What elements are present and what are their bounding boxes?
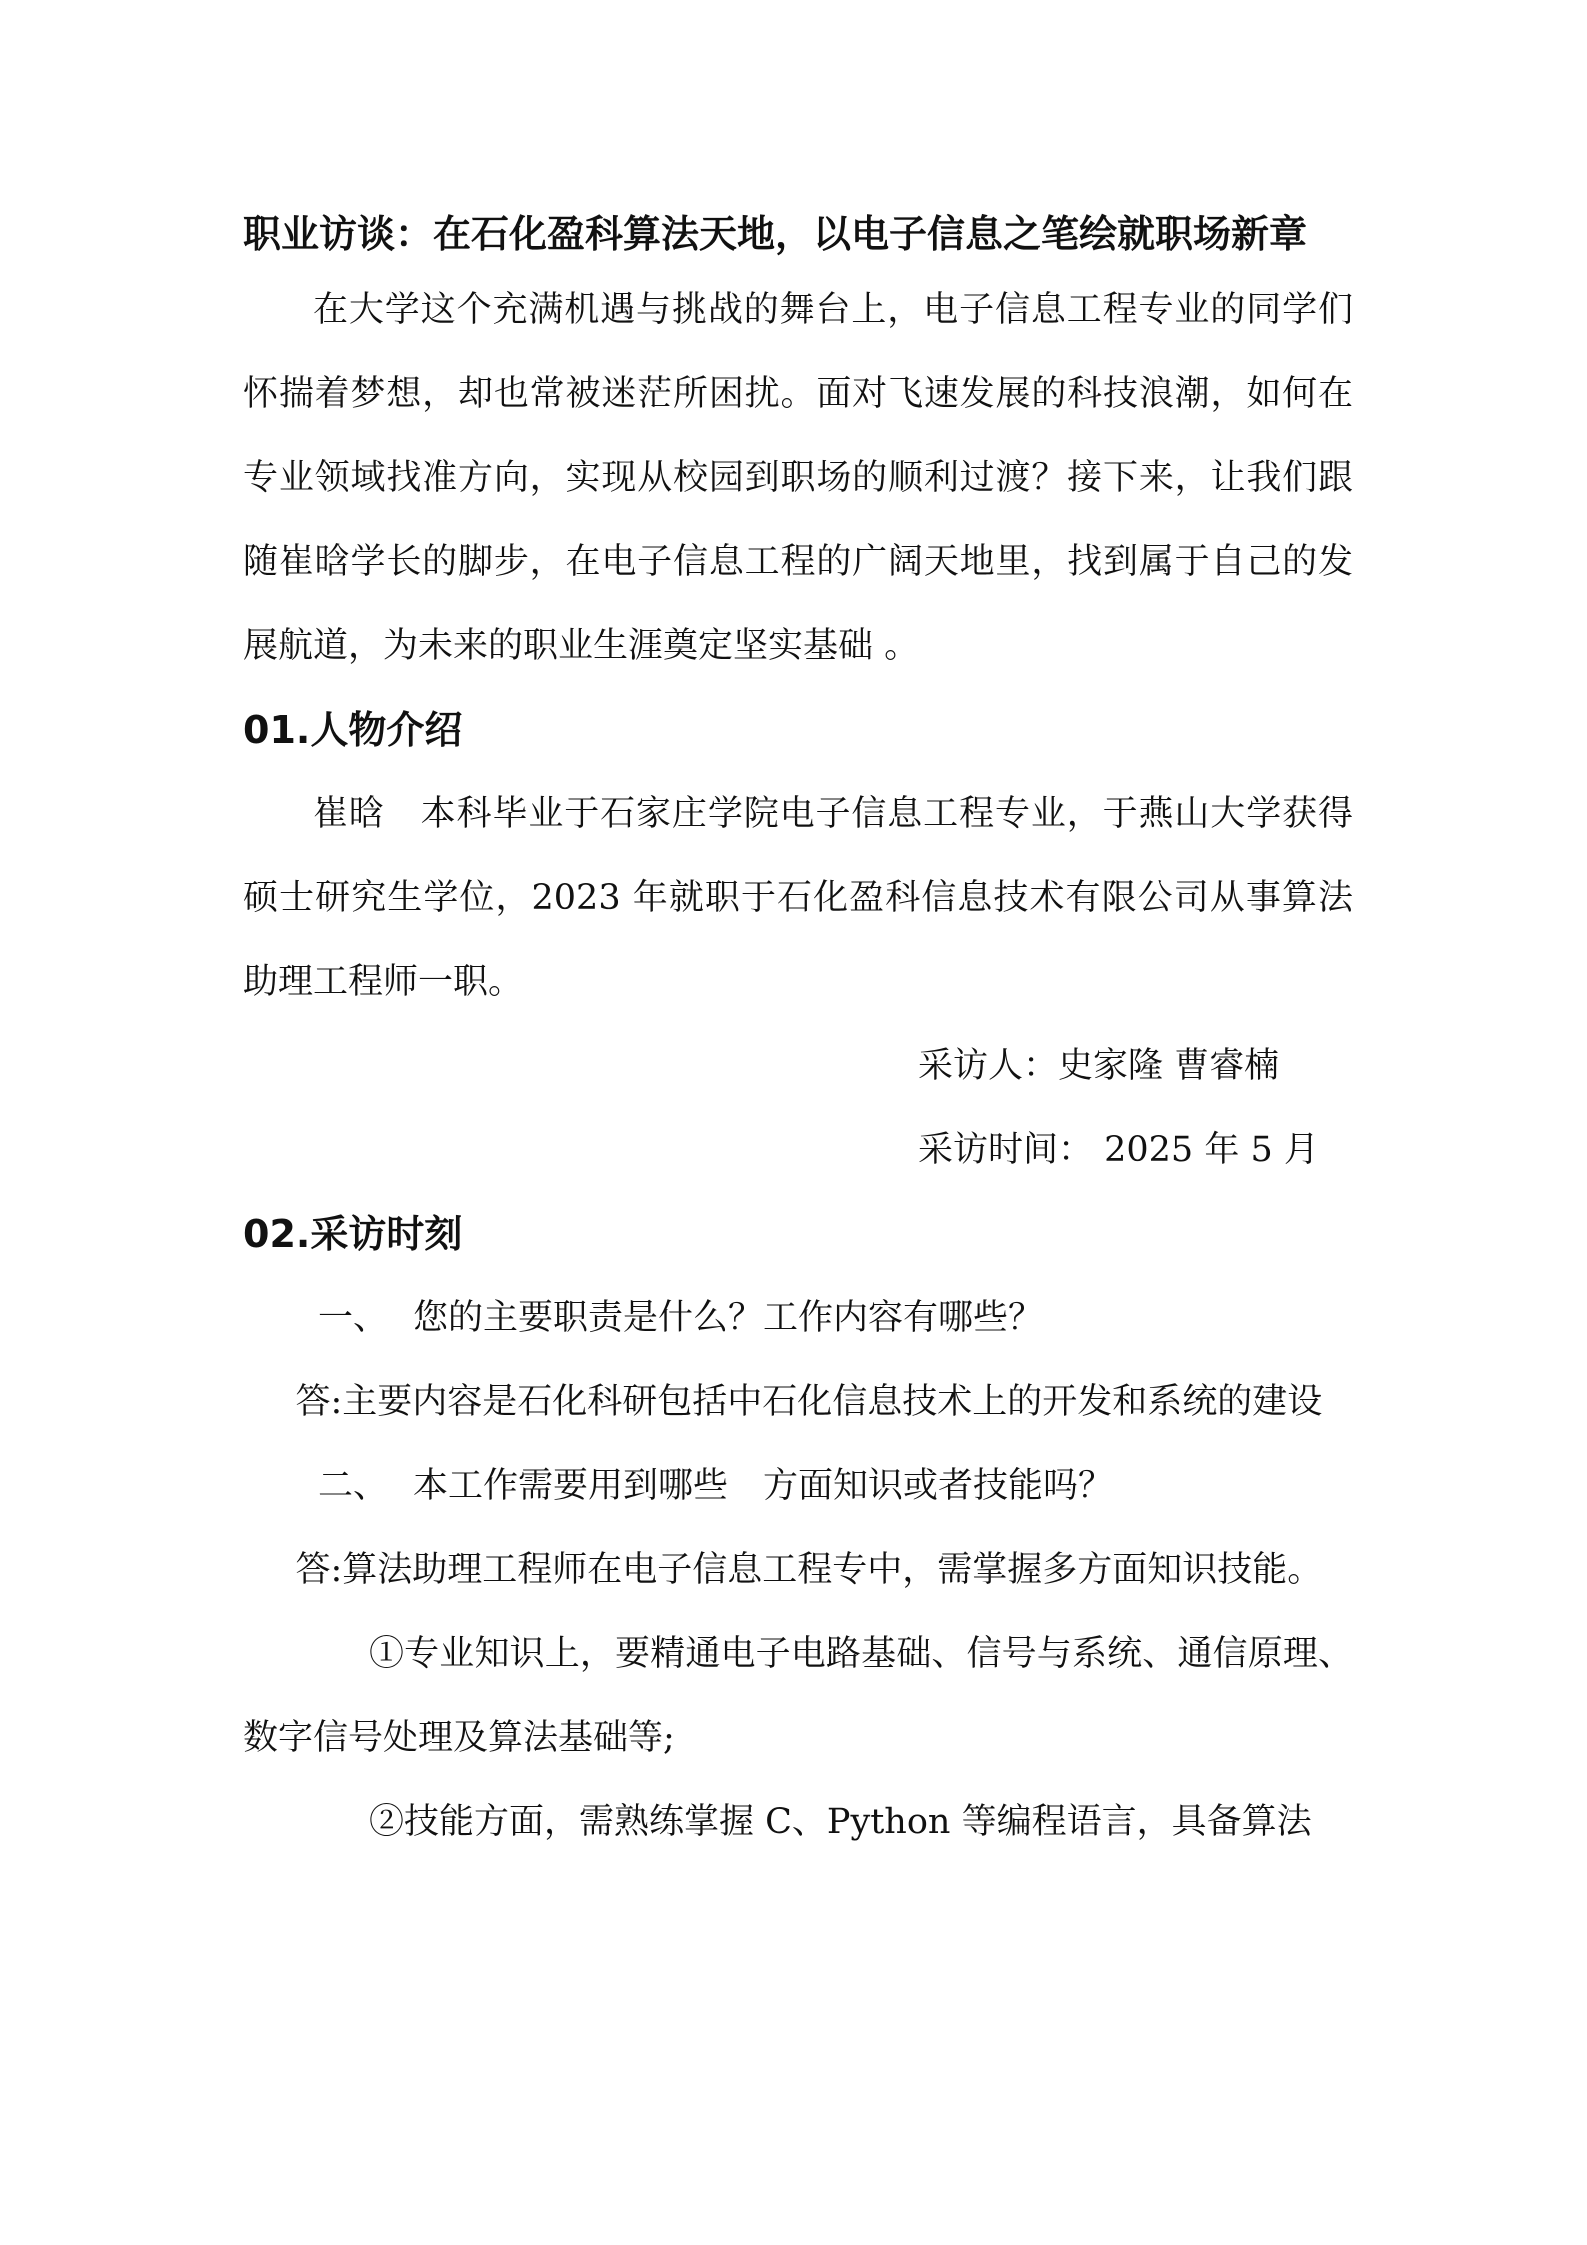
document-page — [243, 200, 1353, 1864]
answer-1: 答:主要内容是石化科研包括中石化信息技术上的开发和系统的建设 — [295, 1382, 1323, 1422]
question-2 — [243, 1444, 1353, 1528]
question-number: 一、 — [318, 1298, 389, 1338]
question-text: 您的主要职责是什么？工作内容有哪些？ — [413, 1298, 1044, 1338]
article-title: 职业访谈：在石化盈科算法天地，以电子信息之笔绘就职场新章 — [243, 212, 1308, 256]
question-text: 本工作需要用到哪些 方面知识或者技能吗？ — [413, 1466, 1114, 1506]
section-heading-profile: 01.人物介绍 — [243, 708, 463, 752]
interviewer-line: 采访人：史家隆 曹睿楠 — [918, 1046, 1280, 1086]
answer-2-point-1: ①专业知识上，要精通电子电路基础、信号与系统、通信原理、数字信号处理及算法基础等; — [243, 1634, 1353, 1758]
section-heading-interview: 02.采访时刻 — [243, 1212, 463, 1256]
question-number: 二、 — [318, 1466, 389, 1506]
question-1 — [243, 1276, 1353, 1360]
answer-2: 答:算法助理工程师在电子信息工程专中，需掌握多方面知识技能。 — [295, 1550, 1323, 1590]
answer-2-point-2: ②技能方面，需熟练掌握 C、Python 等编程语言，具备算法 — [369, 1802, 1312, 1842]
profile-paragraph: 崔晗 本科毕业于石家庄学院电子信息工程专业，于燕山大学获得硕士研究生学位，2023 年就职于石化盈科信息技术有限公司从事算法助理工程师一职。 — [243, 794, 1353, 1002]
interview-time-line: 采访时间： 2025 年 5 月 — [918, 1130, 1319, 1170]
intro-paragraph: 在大学这个充满机遇与挑战的舞台上，电子信息工程专业的同学们怀揣着梦想，却也常被迷茫所困扰。面对飞速发展的科技浪潮，如何在专业领域找准方向，实现从校园到职场的顺利过渡？接下来，让我们跟随崔晗学长的脚步，在电子信息工程的广阔天地里，找到属于自己的发展航道，为未来的职业生涯奠定坚实基础 。 — [243, 290, 1353, 666]
